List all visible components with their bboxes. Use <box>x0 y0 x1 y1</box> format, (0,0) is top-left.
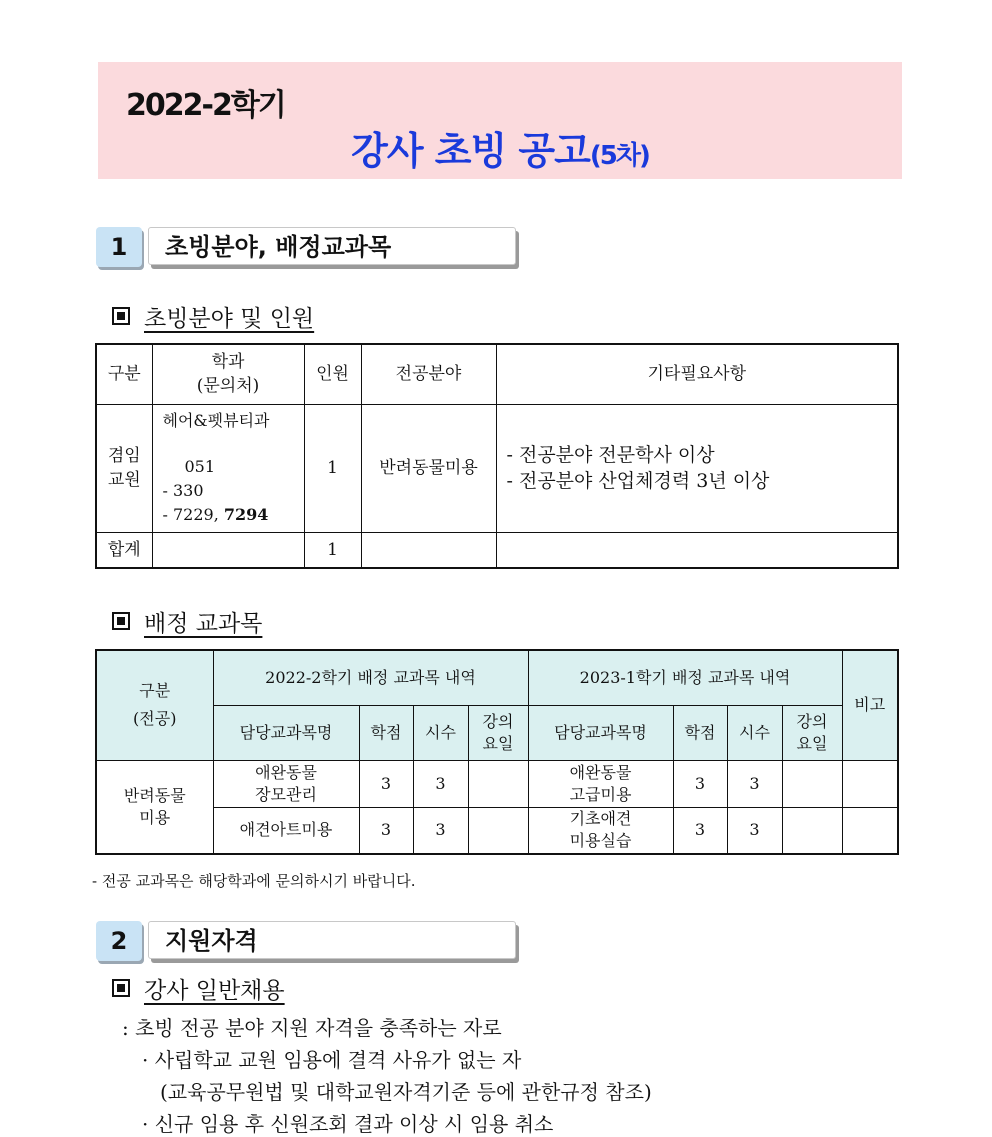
th-day-2 <box>782 705 842 760</box>
th-course-category-line1: 구분 <box>139 681 171 701</box>
th-course-1: 담당교과목명 <box>213 705 359 760</box>
category-line1: 겸임 <box>107 446 141 466</box>
dept-cell <box>152 404 304 532</box>
subheading-general <box>112 972 285 1005</box>
th-remark: 비고 <box>842 650 898 760</box>
course-name-line1: 애완동물 <box>255 762 317 782</box>
course-name-line1: 애완동물 <box>569 762 632 782</box>
course-name-line2: 고급미용 <box>569 784 632 804</box>
filled-square-icon <box>112 612 130 630</box>
th-dept <box>152 344 304 404</box>
th-term1: 2022-2학기 배정 교과목 내역 <box>213 650 528 705</box>
total-label: 합계 <box>96 532 152 568</box>
course-name-line2: 장모관리 <box>255 784 317 804</box>
course-credit: 3 <box>673 760 727 807</box>
th-course-2: 담당교과목명 <box>528 705 673 760</box>
th-credit-2: 학점 <box>673 705 727 760</box>
course-remark <box>842 807 898 854</box>
major-name-line1: 반려동물 <box>123 785 186 805</box>
subheading-recruit-text: 초빙분야 및 인원 <box>144 306 315 332</box>
th-term2: 2023-1학기 배정 교과목 내역 <box>528 650 842 705</box>
course-name <box>528 760 673 807</box>
course-day <box>782 807 842 854</box>
section-1-title: 초빙분야, 배정교과목 <box>148 227 516 265</box>
course-name <box>528 807 673 854</box>
course-table <box>95 649 899 855</box>
qualification-intro: : 초빙 전공 분야 지원 자격을 충족하는 자로 <box>122 1016 502 1040</box>
th-dept-line1: 학과 <box>211 352 245 373</box>
recruit-table <box>95 343 899 569</box>
contact-line3-text: - 7229, <box>162 504 219 524</box>
course-hours: 3 <box>727 807 782 854</box>
table-row <box>96 760 898 807</box>
title-suffix: (5차) <box>589 141 649 171</box>
course-hours: 3 <box>413 807 468 854</box>
course-note: - 전공 교과목은 해당학과에 문의하시기 바랍니다. <box>92 872 416 890</box>
th-course-category <box>96 650 213 760</box>
section-2-title: 지원자격 <box>148 921 516 959</box>
course-hours: 3 <box>727 760 782 807</box>
course-name-line2: 미용실습 <box>569 831 632 851</box>
subheading-courses <box>112 605 262 638</box>
qualification-item-1: · 사립학교 교원 임용에 결격 사유가 없는 자 <box>142 1048 522 1072</box>
contact-bold: 7294 <box>223 504 269 524</box>
course-day <box>468 807 528 854</box>
requirement-2: - 전공분야 산업체경력 3년 이상 <box>506 470 770 492</box>
title-banner <box>98 62 902 179</box>
course-credit: 3 <box>359 760 413 807</box>
course-remark <box>842 760 898 807</box>
contact-line1: 051 <box>184 456 216 476</box>
qualification-item-1-note: (교육공무원법 및 대학교원자격기준 등에 관한규정 참조) <box>160 1080 652 1104</box>
course-name-line1: 기초애견 <box>569 809 632 829</box>
course-day <box>782 760 842 807</box>
course-hours: 3 <box>413 760 468 807</box>
th-credit-1: 학점 <box>359 705 413 760</box>
dept-name: 헤어&펫뷰티과 <box>162 410 270 430</box>
contact-line3 <box>163 503 304 527</box>
course-day <box>468 760 528 807</box>
requirement-1: - 전공분야 전문학사 이상 <box>506 444 715 466</box>
th-dept-line2: (문의처) <box>196 376 260 397</box>
major-name-line2: 미용 <box>139 807 171 827</box>
th-day-2-line1: 강의 <box>796 711 828 731</box>
th-day-2-line2: 요일 <box>796 733 828 753</box>
th-count: 인원 <box>304 344 361 404</box>
total-major <box>361 532 496 568</box>
course-name <box>213 760 359 807</box>
section-2-number: 2 <box>96 921 142 961</box>
th-hours-2: 시수 <box>727 705 782 760</box>
subheading-courses-text: 배정 교과목 <box>144 611 263 637</box>
th-category: 구분 <box>96 344 152 404</box>
total-dept <box>152 532 304 568</box>
count-cell: 1 <box>304 404 361 532</box>
subheading-general-text: 강사 일반채용 <box>144 978 285 1004</box>
th-day-1 <box>468 705 528 760</box>
filled-square-icon <box>112 979 130 997</box>
course-credit: 3 <box>673 807 727 854</box>
requirements-cell <box>496 404 898 532</box>
th-day-1-line2: 요일 <box>482 733 514 753</box>
th-hours-1: 시수 <box>413 705 468 760</box>
course-credit: 3 <box>359 807 413 854</box>
semester-label: 2022-2학기 <box>126 88 285 123</box>
contact-line2: - 330 <box>162 480 204 500</box>
table-row <box>96 807 898 854</box>
category-cell <box>96 404 152 532</box>
qualification-item-2: · 신규 임용 후 신원조회 결과 이상 시 임용 취소 <box>142 1112 554 1136</box>
course-name: 애견아트미용 <box>213 807 359 854</box>
section-1-number: 1 <box>96 227 142 267</box>
category-line2: 교원 <box>107 470 141 490</box>
th-day-1-line1: 강의 <box>482 711 514 731</box>
major-cell: 반려동물미용 <box>361 404 496 532</box>
total-other <box>496 532 898 568</box>
filled-square-icon <box>112 307 130 325</box>
th-course-category-line2: (전공) <box>133 709 177 729</box>
th-other: 기타필요사항 <box>496 344 898 404</box>
total-count: 1 <box>304 532 361 568</box>
title-text: 강사 초빙 공고 <box>351 129 590 173</box>
major-name-cell <box>96 760 213 854</box>
page-title <box>98 120 902 175</box>
subheading-recruit <box>112 300 314 333</box>
th-major: 전공분야 <box>361 344 496 404</box>
